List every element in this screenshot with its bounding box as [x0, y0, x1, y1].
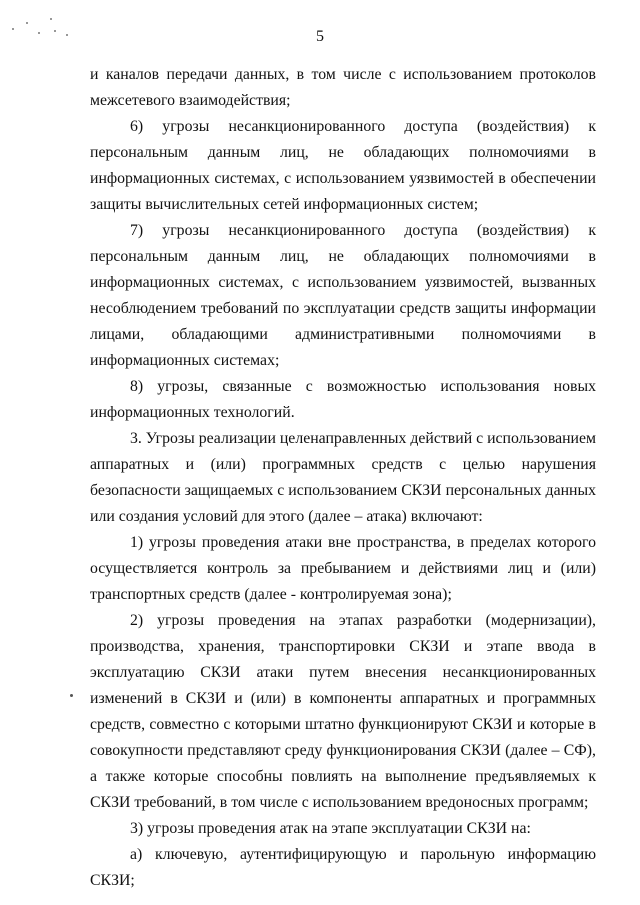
page-number: 5 [316, 28, 324, 45]
paragraph: и каналов передачи данных, в том числе с использованием протоколов межсетевого взаимодействия; [90, 66, 596, 109]
paragraph: а) ключевую, аутентифицирующую и парольную информацию СКЗИ; [90, 846, 596, 889]
paragraph: 3. Угрозы реализации целенаправленных действий с использованием аппаратных и (или) программных средств с целью нарушения безопасности защищаемых с использованием СКЗИ персональных данных или создания условий для этого (далее – атака) включают: [90, 430, 596, 525]
paragraph: 2) угрозы проведения на этапах разработки (модернизации), производства, хранения, транспортировки СКЗИ и этапе ввода в эксплуатацию СКЗИ атаки путем внесения несанкционированных изменений в СКЗИ и (или) в компоненты аппаратных и программных средств, совместно с которыми штатно функционируют СКЗИ и которые в совокупности представляют среду функционирования СКЗИ (далее – СФ), а также которые способны повлиять на выполнение предъявляемых к СКЗИ требований, в том числе с использованием вредоносных программ; [90, 612, 596, 811]
paragraph: 8) угрозы, связанные с возможностью использования новых информационных технологий. [90, 378, 596, 421]
scan-mark [70, 694, 73, 697]
document-body [90, 62, 596, 894]
paragraph: 7) угрозы несанкционированного доступа (воздействия) к персональным данным лиц, не обладающих полномочиями в информационных системах, с использованием уязвимостей, вызванных несоблюдением требований по эксплуатации средств защиты информации лицами, обладающими административными полномочиями в информационных системах; [90, 222, 596, 369]
paragraph: 6) угрозы несанкционированного доступа (воздействия) к персональным данным лиц, не обладающих полномочиями в информационных системах, с использованием уязвимостей в обеспечении защиты вычислительных сетей информационных систем; [90, 118, 596, 213]
paragraph: 1) угрозы проведения атаки вне пространства, в пределах которого осуществляется контроль за пребыванием и действиями лиц и (или) транспортных средств (далее - контролируемая зона); [90, 534, 596, 603]
paragraph: 3) угрозы проведения атак на этапе эксплуатации СКЗИ на: [130, 820, 531, 837]
